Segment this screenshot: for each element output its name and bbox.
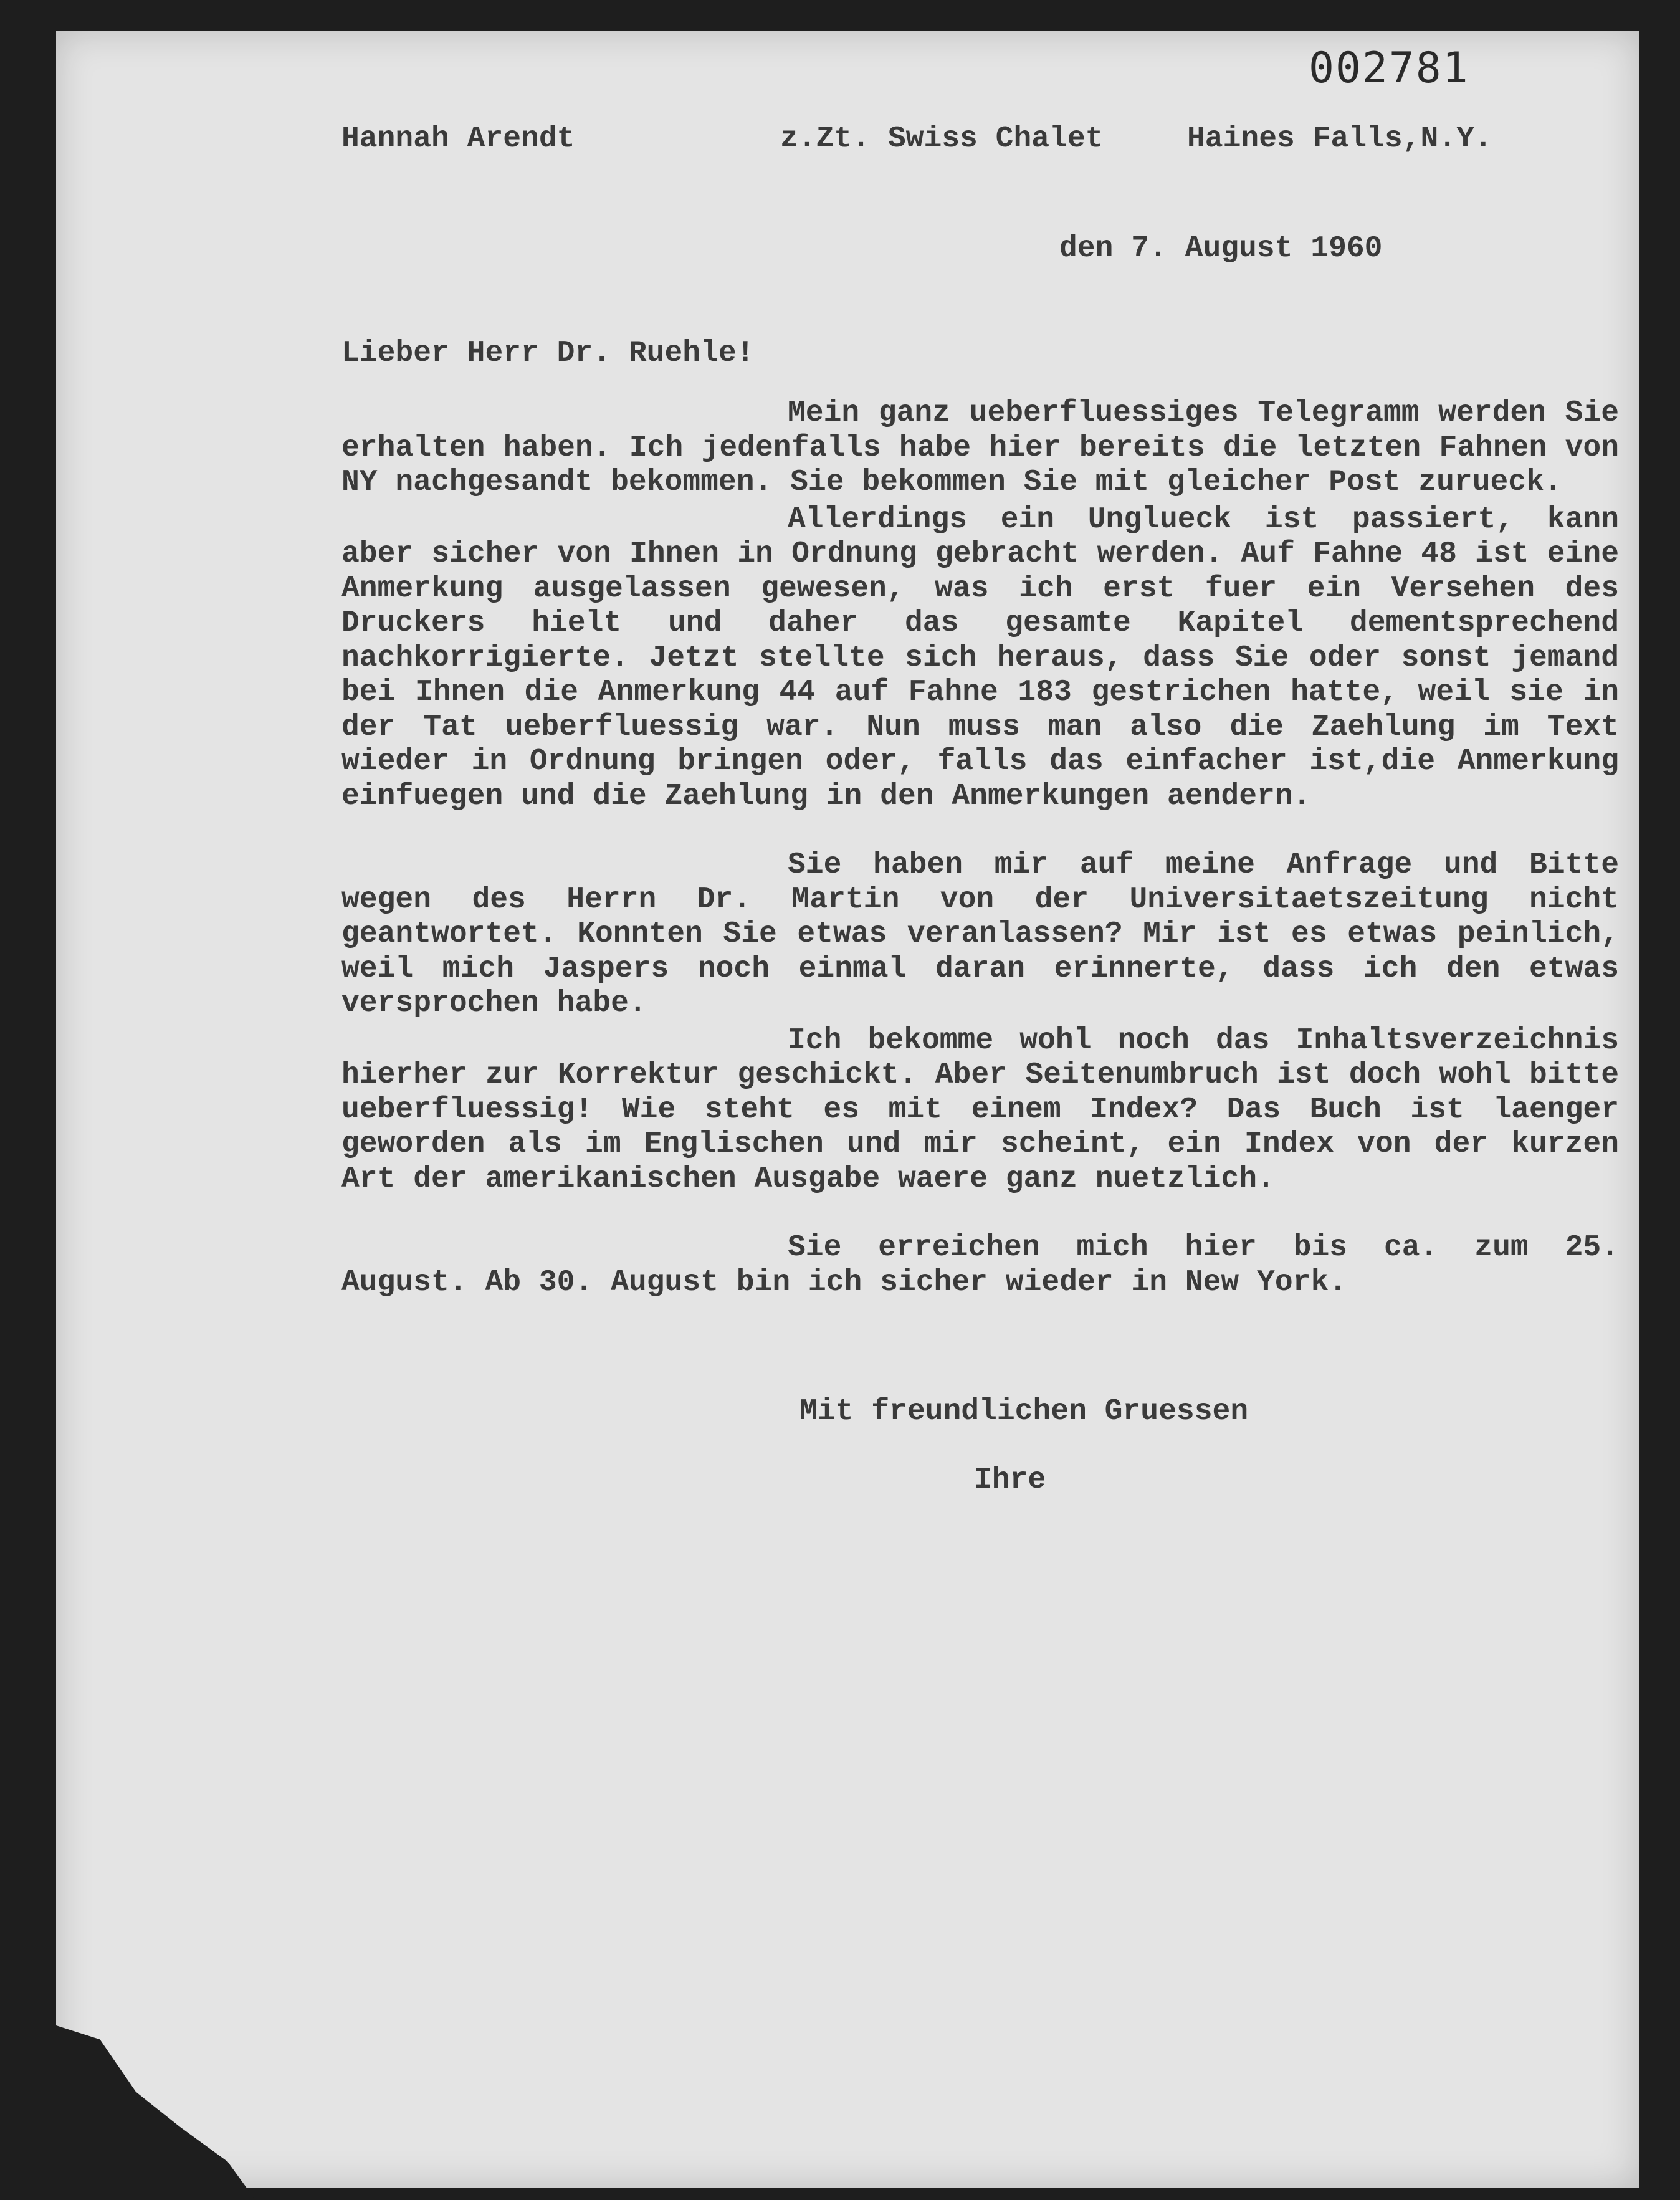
salutation: Lieber Herr Dr. Ruehle!	[341, 337, 755, 370]
paragraph: Mein ganz ueberfluessiges Telegramm werden Sie erhalten haben. Ich jedenfalls habe hier bereits die letzten Fahnen von NY nachgesandt bekommen. Sie bekommen Sie mit gleicher Post zurueck.	[341, 396, 1619, 499]
signature-line: Ihre	[974, 1463, 1046, 1497]
temporary-address: z.Zt. Swiss Chalet	[780, 122, 1104, 156]
letter-date: den 7. August 1960	[1059, 232, 1383, 265]
place: Haines Falls,N.Y.	[1187, 122, 1492, 156]
sender-name: Hannah Arendt	[341, 122, 575, 156]
paragraph: Allerdings ein Unglueck ist passiert, kann aber sicher von Ihnen in Ordnung gebracht werden. Auf Fahne 48 ist eine Anmerkung ausgelassen gewesen, was ich erst fuer ein Versehen des Druckers hielt und daher das gesamte Kapitel dementsprechend nachkorrigierte. Jetzt stellte sich heraus, dass Sie oder sonst jemand bei Ihnen die Anmerkung 44 auf Fahne 183 gestrichen hatte, weil sie in der Tat ueberfluessig war. Nun muss man also die Zaehlung im Text wieder in Ordnung bringen oder, falls das einfacher ist,die Anmerkung einfuegen und die Zaehlung in den Anmerkungen aendern.	[341, 502, 1619, 813]
letter-body	[341, 396, 1619, 1300]
archive-serial-number: 002781	[1309, 44, 1469, 93]
closing: Mit freundlichen Gruessen	[799, 1395, 1249, 1428]
paragraph: Sie erreichen mich hier bis ca. zum 25. August. Ab 30. August bin ich sicher wieder in New York.	[341, 1231, 1619, 1299]
paragraph: Ich bekomme wohl noch das Inhaltsverzeichnis hierher zur Korrektur geschickt. Aber Seitenumbruch ist doch wohl bitte ueberfluessig! Wie steht es mit einem Index? Das Buch ist laenger geworden als im Englischen und mir scheint, ein Index von der kurzen Art der amerikanischen Ausgabe waere ganz nuetzlich.	[341, 1023, 1619, 1196]
paragraph: Sie haben mir auf meine Anfrage und Bitte wegen des Herrn Dr. Martin von der Universitaetszeitung nicht geantwortet. Konnten Sie etwas veranlassen? Mir ist es etwas peinlich, weil mich Jaspers noch einmal daran erinnerte, dass ich den etwas versprochen habe.	[341, 848, 1619, 1020]
